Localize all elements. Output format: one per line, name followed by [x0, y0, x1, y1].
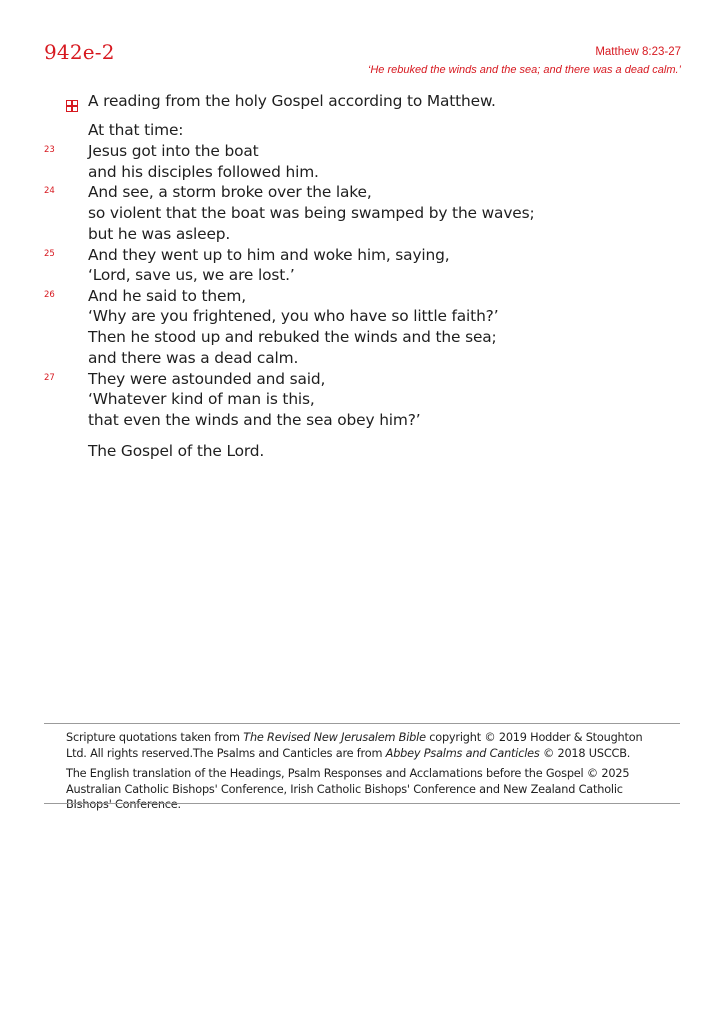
verse-line: and his disciples followed him. — [88, 163, 319, 181]
cross-icon — [66, 97, 78, 109]
verse-number: 27 — [44, 373, 55, 383]
reading-intro: A reading from the holy Gospel according to Matthew. — [88, 92, 496, 110]
verse-line: that even the winds and the sea obey him?’ — [88, 411, 421, 429]
verse-number: 23 — [44, 145, 55, 155]
reading-subtitle: ‘He rebuked the winds and the sea; and there was a dead calm.’ — [367, 64, 681, 76]
verse-line: ‘Lord, save us, we are lost.’ — [88, 266, 295, 284]
footer-bottom-divider — [44, 803, 680, 804]
footer-copyright-translation: The English translation of the Headings, Psalm Responses and Acclamations before the Gospel © 2025 Australian Catholic Bishops' Conference, Irish Catholic Bishops' Conference and New Zealand Catholic BIshops' Conference. — [66, 767, 630, 811]
verse-number: 24 — [44, 186, 55, 196]
verse-number: 25 — [44, 249, 55, 259]
verse-line: ‘Whatever kind of man is this, — [88, 390, 315, 408]
footer-top-divider — [44, 723, 680, 724]
scripture-citation: Matthew 8:23-27 — [595, 46, 681, 58]
reading-closing: The Gospel of the Lord. — [88, 442, 265, 460]
footer-copyright-scripture: Scripture quotations taken from The Revised New Jerusalem Bible copyright © 2019 Hodder & Stoughton Ltd. All rights reserved.The Psalms and Canticles are from Abbey Psalms and Canticles © 2018 USCCB. — [66, 731, 643, 760]
verse-line: Then he stood up and rebuked the winds and the sea; — [88, 328, 497, 346]
verse-number: 26 — [44, 290, 55, 300]
at-that-time: At that time: — [88, 121, 184, 139]
verse-line: Jesus got into the boat — [88, 142, 259, 160]
reference-number: 942e-2 — [44, 40, 115, 64]
verse-line: And see, a storm broke over the lake, — [88, 183, 372, 201]
verse-line: so violent that the boat was being swamped by the waves; — [88, 204, 535, 222]
verse-line: And they went up to him and woke him, saying, — [88, 246, 450, 264]
verse-line: They were astounded and said, — [88, 370, 326, 388]
verse-line: ‘Why are you frightened, you who have so little faith?’ — [88, 307, 499, 325]
verse-line: And he said to them, — [88, 287, 246, 305]
verse-line: but he was asleep. — [88, 225, 231, 243]
verse-line: and there was a dead calm. — [88, 349, 299, 367]
